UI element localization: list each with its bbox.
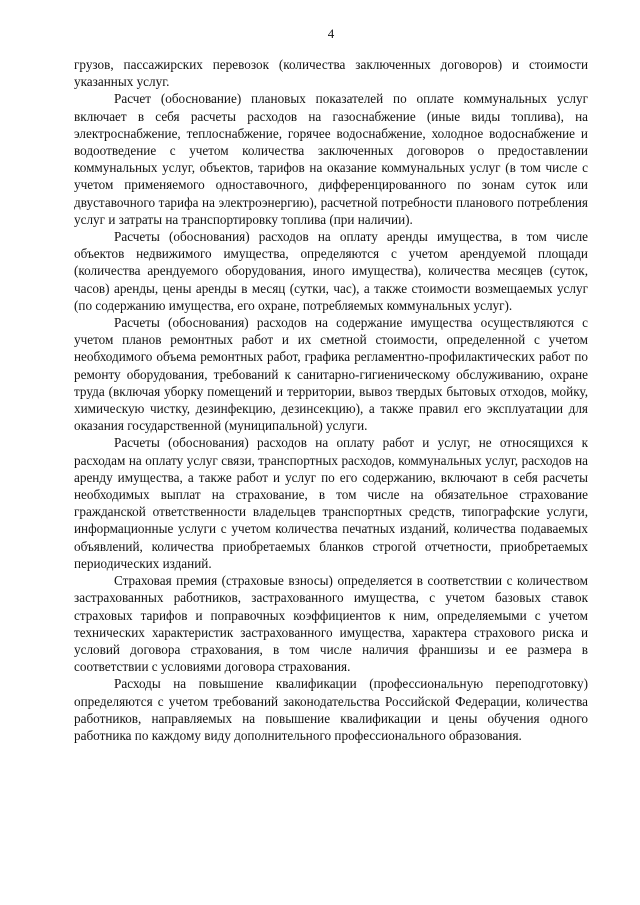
document-body: [74, 56, 588, 744]
page-number: 4: [327, 26, 335, 41]
paragraph-4: Расчеты (обоснования) расходов на содержание имущества осуществляются с учетом планов ремонтных работ и их сметной стоимости, определенной с учетом необходимого объема ремонтных работ, графика регламентно-профилактических работ по ремонту оборудования, требований к санитарно-гигиеническому обслуживанию, охране труда (включая уборку помещений и территории, вывоз твердых бытовых отходов, мойку, химическую чистку, дезинфекцию, дезинсекцию), а также правил его эксплуатации для оказания государственной (муниципальной) услуги.: [74, 315, 588, 434]
paragraph-2: Расчет (обоснование) плановых показателей по оплате коммунальных услуг включает в себя расчеты расходов на газоснабжение (иные виды топлива), на электроснабжение, теплоснабжение, горячее водоснабжение, холодное водоснабжение и водоотведение с учетом количества заключенных договоров о предоставлении коммунальных услуг, объектов, тарифов на оказание коммунальных услуг (в том числе с учетом применяемого одноставочного, дифференцированного по зонам суток или двуставочного тарифа на электроэнергию), расчетной потребности планового потребления услуг и затраты на транспортировку топлива (при наличии).: [74, 91, 588, 227]
paragraph-5: Расчеты (обоснования) расходов на оплату работ и услуг, не относящихся к расходам на оплату услуг связи, транспортных расходов, коммунальных услуг, расходов на аренду имущества, а также работ и услуг по его содержанию, включают в себя расчеты необходимых выплат на страхование, в том числе на обязательное страхование гражданской ответственности владельцев транспортных средств, типографские услуги, информационные услуги с учетом количества печатных изданий, количества подаваемых объявлений, количества приобретаемых бланков строгой отчетности, приобретаемых периодических изданий.: [74, 435, 588, 571]
paragraph-7: Расходы на повышение квалификации (профессиональную переподготовку) определяются с учетом требований законодательства Российской Федерации, количества работников, направляемых на повышение квалификации и цены обучения одного работника по каждому виду дополнительного профессионального образования.: [74, 676, 588, 743]
paragraph-3: Расчеты (обоснования) расходов на оплату аренды имущества, в том числе объектов недвижимого имущества, определяются с учетом арендуемой площади (количества арендуемого оборудования, иного имущества), количества месяцев (суток, часов) аренды, цены аренды в месяц (сутки, час), а также стоимости возмещаемых услуг (по содержанию имущества, его охране, потребляемых коммунальных услуг).: [74, 229, 588, 313]
paragraph-1: грузов, пассажирских перевозок (количества заключенных договоров) и стоимости указанных услуг.: [74, 57, 588, 90]
paragraph-6: Страховая премия (страховые взносы) определяется в соответствии с количеством застрахованных работников, застрахованного имущества, с учетом базовых ставок страховых тарифов и поправочных коэффициентов к ним, определяемыми с учетом технических характеристик застрахованного имущества, характера страхового риска и условий договора страхования, в том числе наличия франшизы и ее размера в соответствии с условиями договора страхования.: [74, 573, 588, 675]
